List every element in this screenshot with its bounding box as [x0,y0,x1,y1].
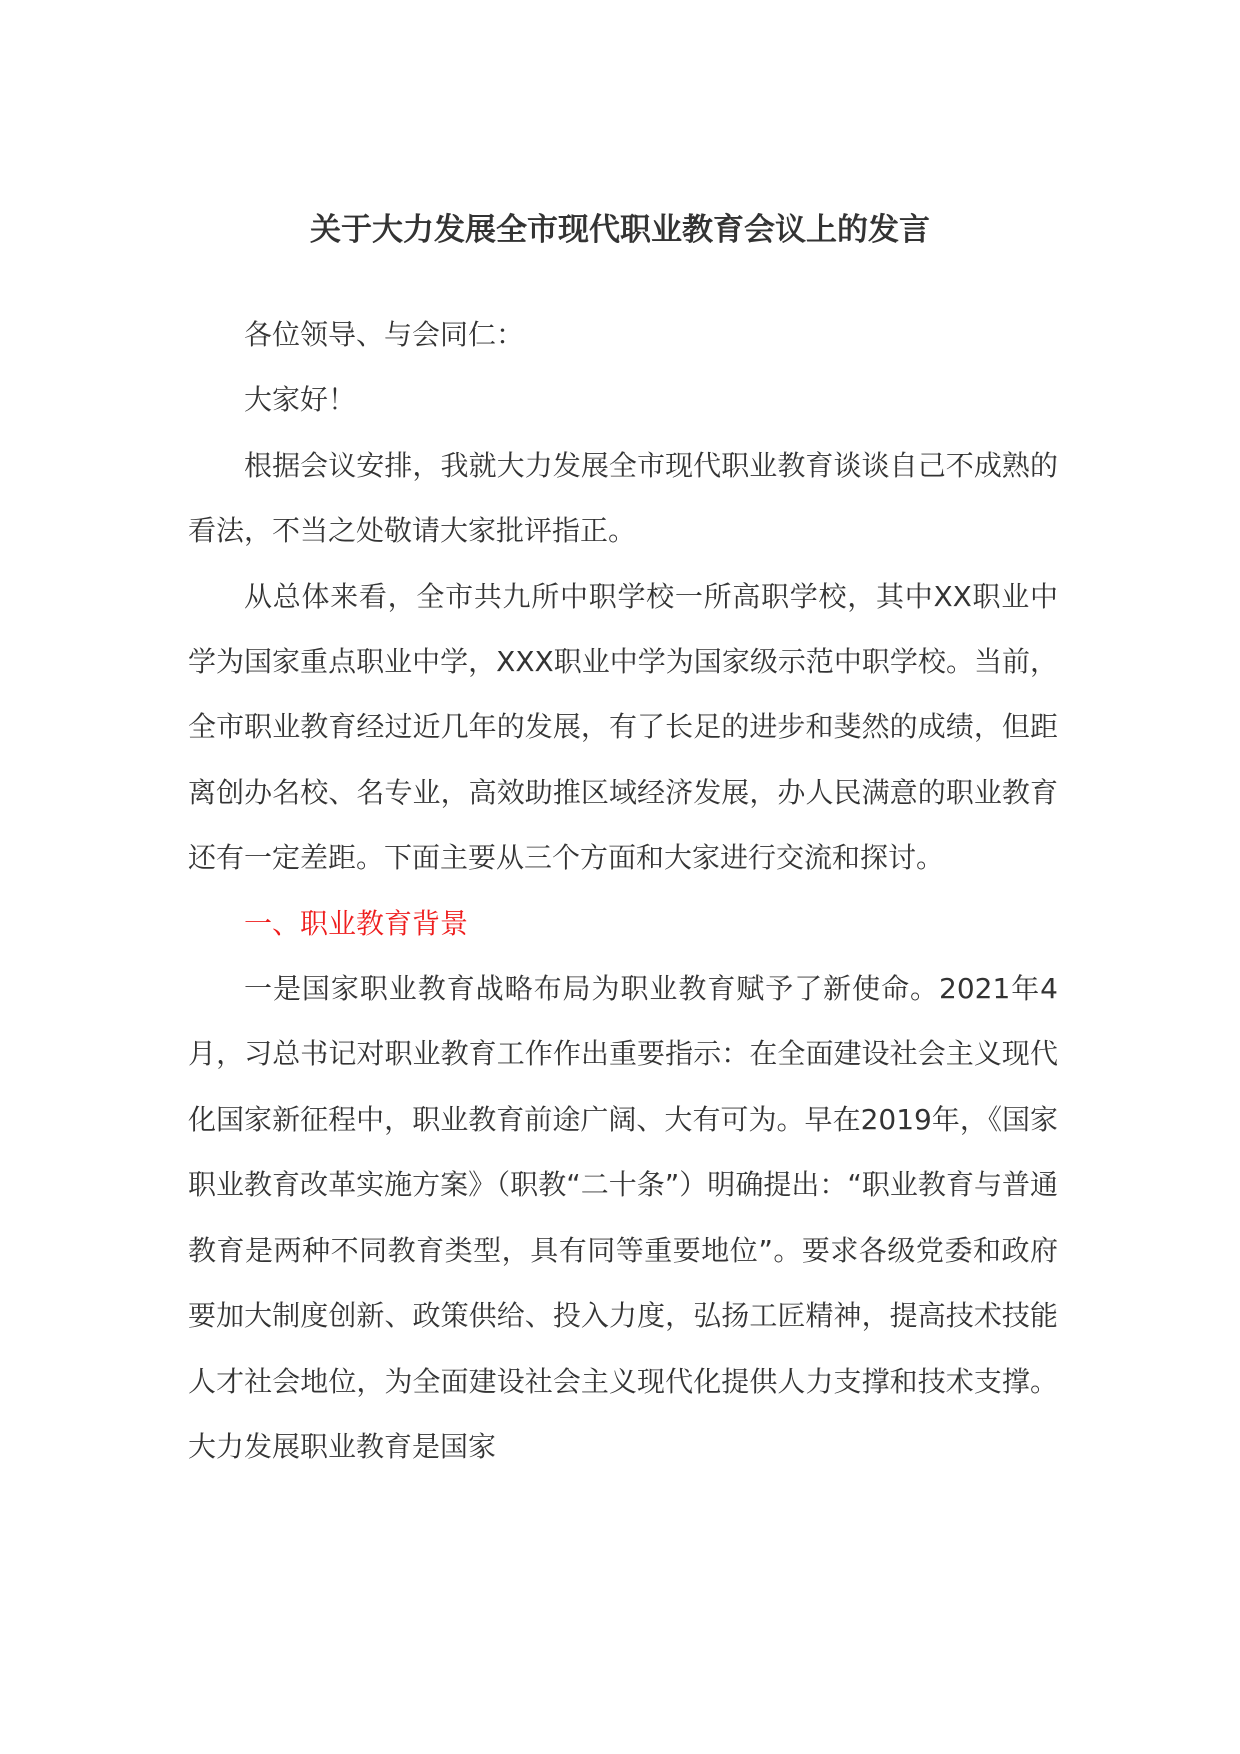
document-title: 关于大力发展全市现代职业教育会议上的发言 [310,212,930,248]
section-heading: 一、职业教育背景 [244,906,469,940]
greeting-paragraph: 大家好！ [244,383,357,417]
document-body [188,302,1058,1479]
background-paragraph: 一是国家职业教育战略布局为职业教育赋予了新使命。2021年4月，习总书记对职业教育工作作出重要指示：在全面建设社会主义现代化国家新征程中，职业教育前途广阔、大有可为。早在2019年，《国家职业教育改革实施方案》（职教“二十条”）明确提出：“职业教育与普通教育是两种不同教育类型，具有同等重要地位”。要求各级党委和政府要加大制度创新、政策供给、投入力度，弘扬工匠精神，提高技术技能人才社会地位，为全面建设社会主义现代化提供人力支撑和技术支撑。大力发展职业教育是国家 [188,972,1058,1463]
intro-paragraph: 根据会议安排，我就大力发展全市现代职业教育谈谈自己不成熟的看法，不当之处敬请大家批评指正。 [188,448,1058,548]
overview-paragraph: 从总体来看，全市共九所中职学校一所高职学校，其中XX职业中学为国家重点职业中学，XXX职业中学为国家级示范中职学校。当前，全市职业教育经过近几年的发展，有了长足的进步和斐然的成绩，但距离创办名校、名专业，高效助推区域经济发展，办人民满意的职业教育还有一定差距。下面主要从三个方面和大家进行交流和探讨。 [188,579,1058,875]
salutation-paragraph: 各位领导、与会同仁： [244,318,525,351]
